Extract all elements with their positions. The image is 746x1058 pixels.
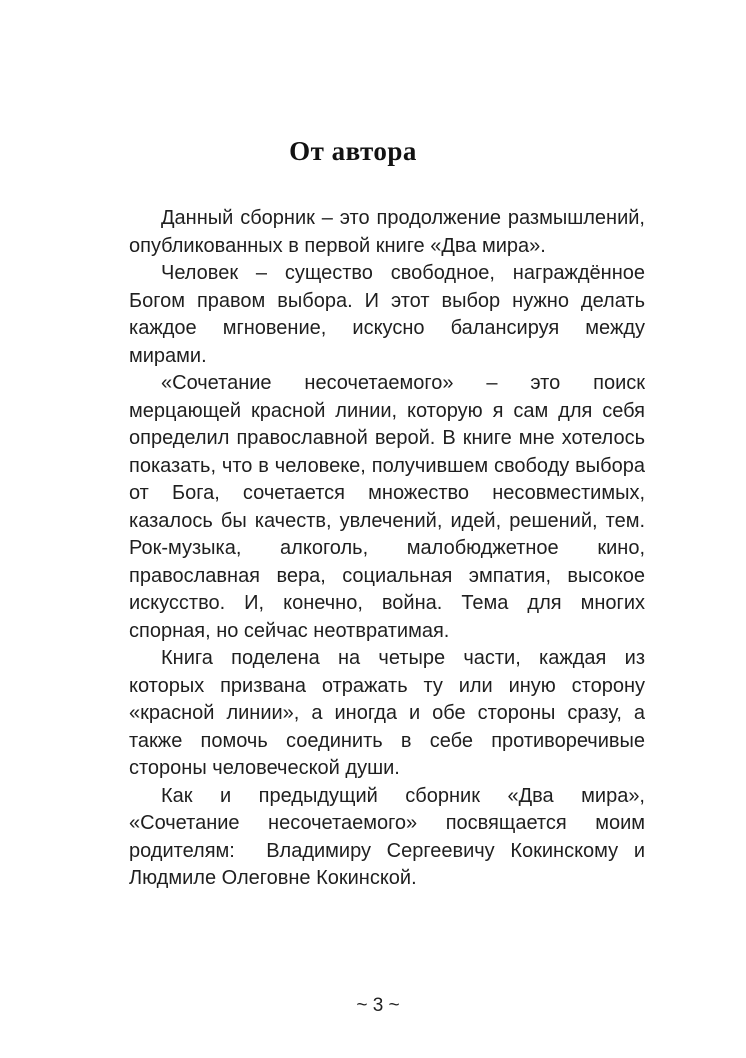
paragraph-four-parts: Книга поделена на четыре части, каждая из которых призвана отражать ту или иную сторону «красной линии», а иногда и обе стороны сразу, а также помочь соединить в себе противоречивые стороны человеческой души.: [129, 647, 645, 779]
page-title: От автора: [289, 136, 417, 166]
paragraph-free-will: Человек – существо свободное, награждённое Богом правом выбора. И этот выбор нужно делать каждое мгновение, искусно балансируя между мирами.: [129, 262, 645, 367]
body-text: [129, 205, 645, 893]
paragraph-dedication: Как и предыдущий сборник «Два мира», «Сочетание несочетаемого» посвящается моим родителям: Владимиру Сергеевичу Кокинскому и Людмиле Олеговне Кокинской.: [129, 784, 645, 889]
page-number: ~ 3 ~: [356, 995, 400, 1016]
paragraph-red-line: «Сочетание несочетаемого» – это поиск мерцающей красной линии, которую я сам для себя определил православной верой. В книге мне хотелось показать, что в человеке, получившем свободу выбора от Бога, сочетается множество несовместимых, казалось бы качеств, увлечений, идей, решений, тем. Рок-музыка, алкоголь, малобюджетное кино, православная вера, социальная эмпатия, высокое искусство. И, конечно, война. Тема для многих спорная, но сейчас неотвратимая.: [129, 372, 645, 642]
paragraph-intro: Данный сборник – это продолжение размышлений, опубликованных в первой книге «Два мира».: [129, 207, 645, 257]
